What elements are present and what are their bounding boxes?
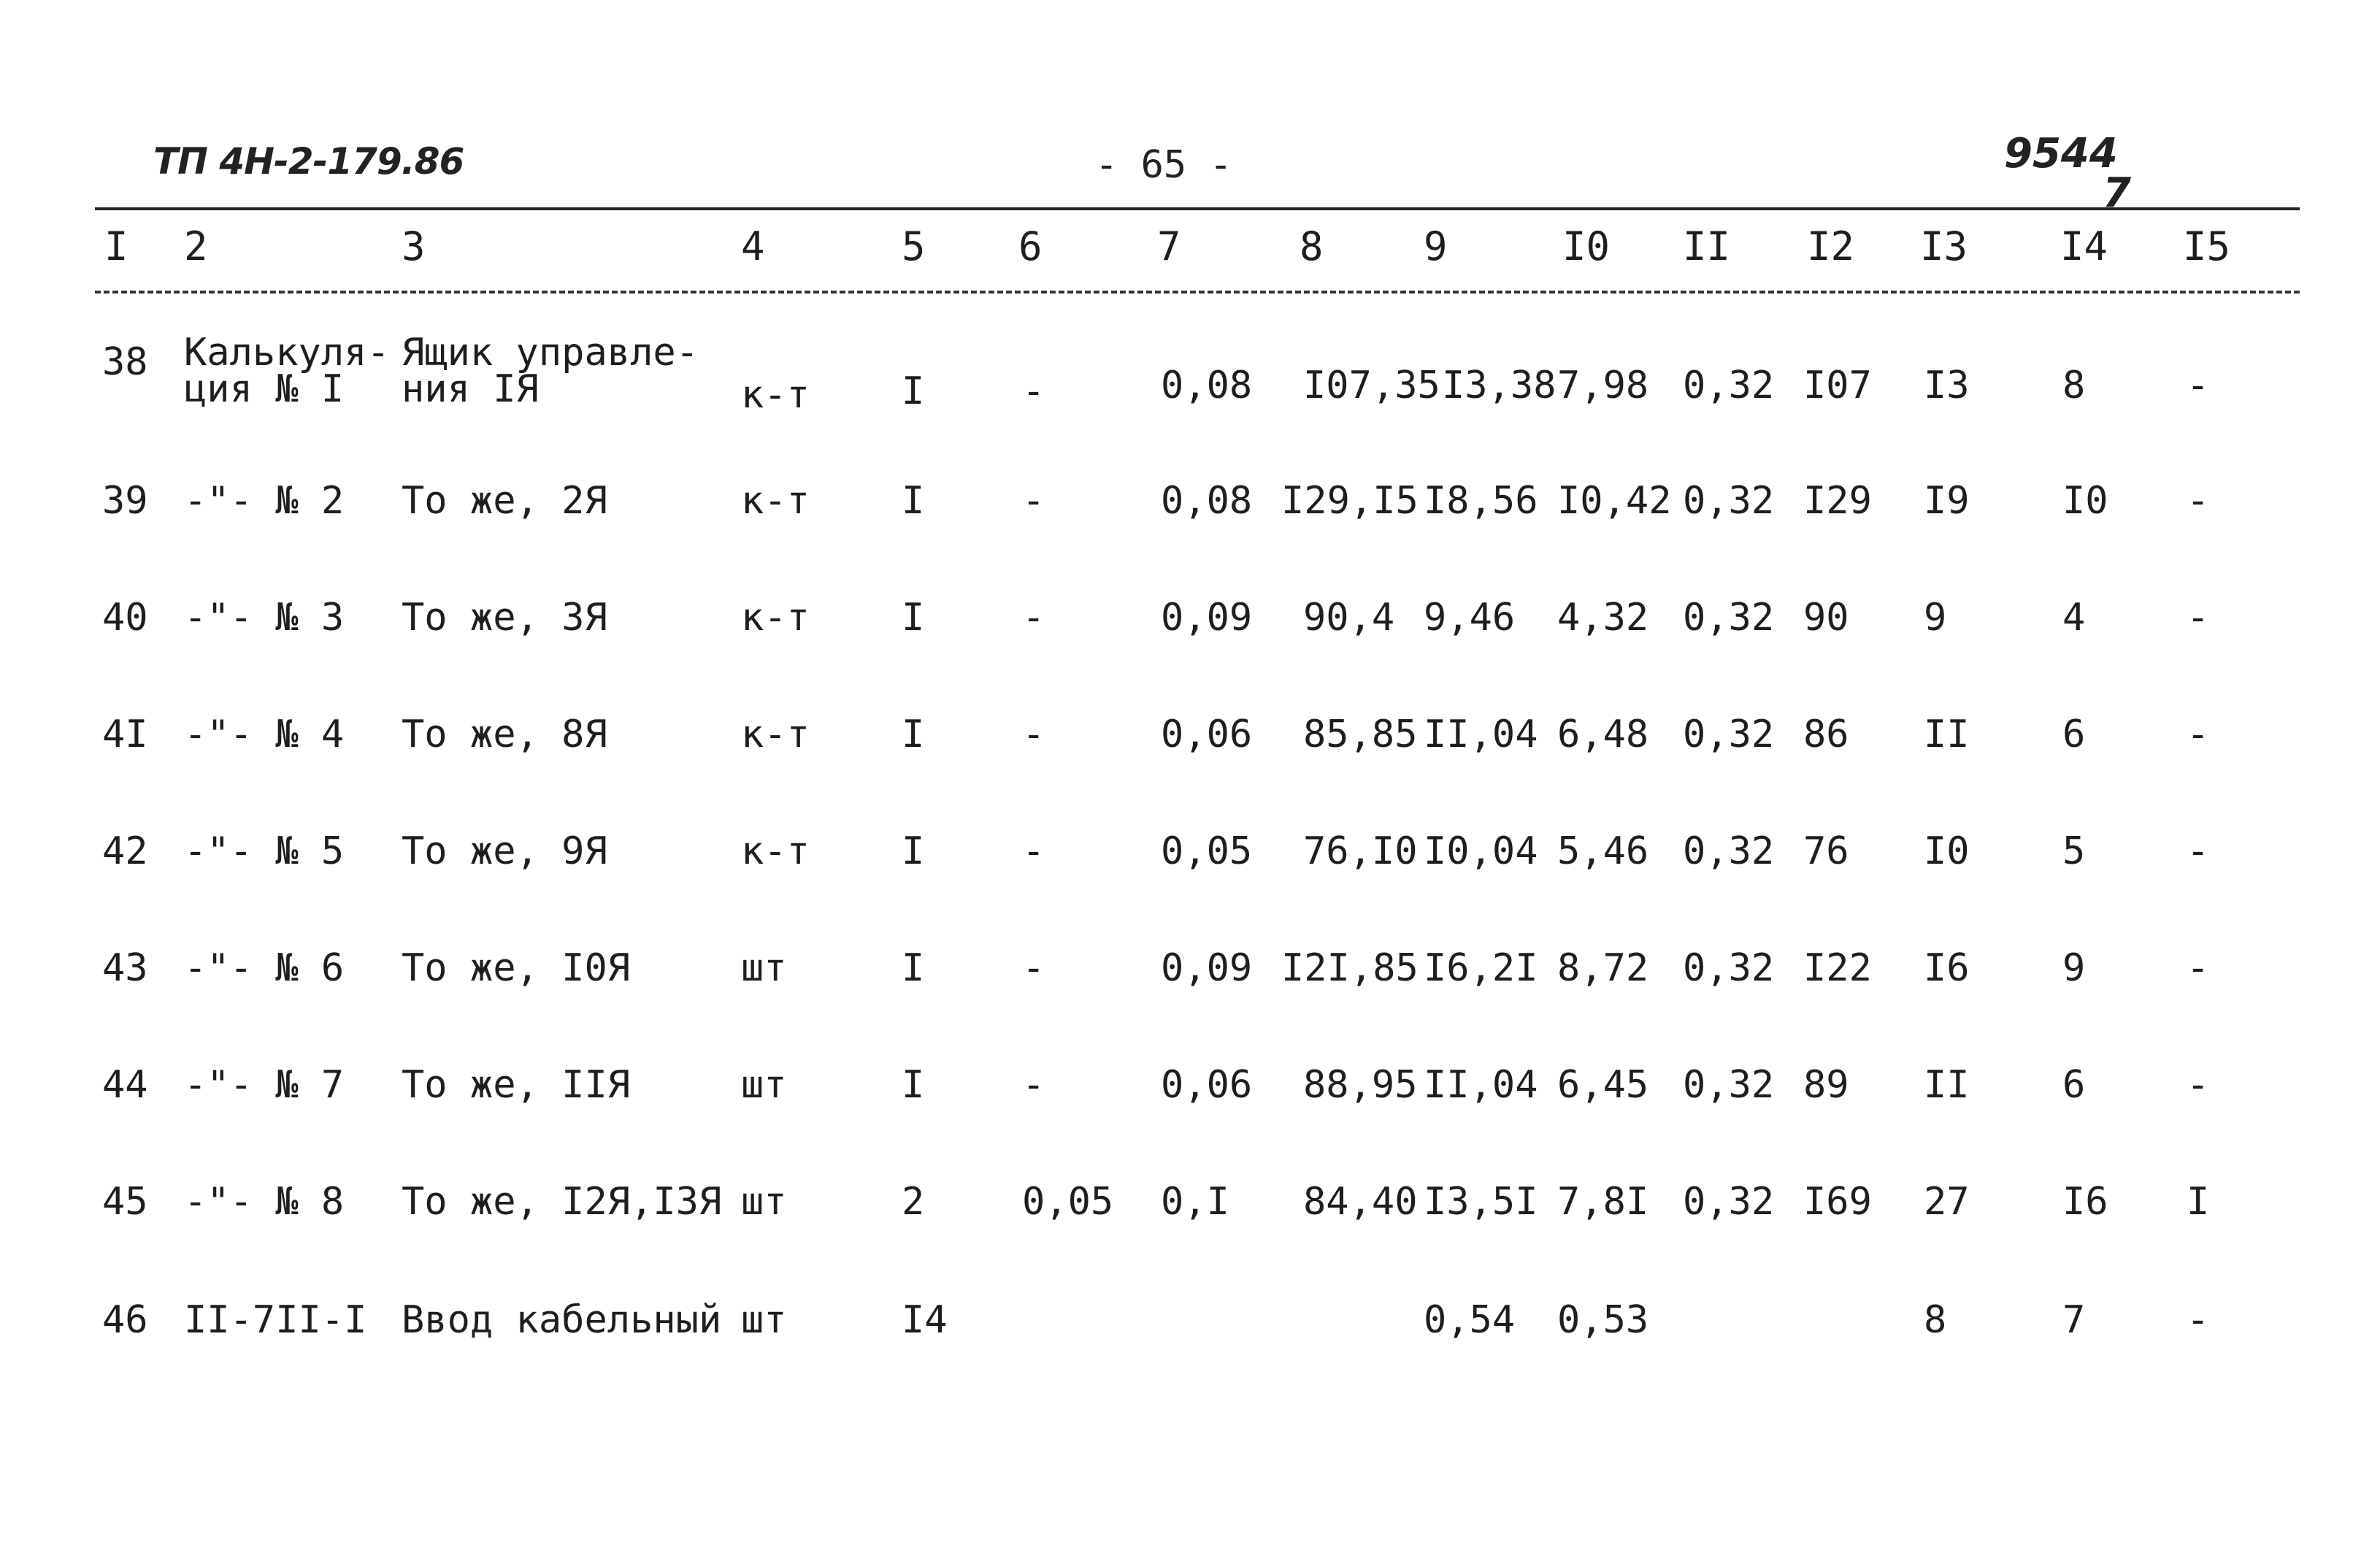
document-code: ТП 4Н-2-179.86	[153, 140, 464, 183]
col9-value: I8,56	[1424, 479, 1538, 523]
table-row	[0, 946, 2380, 1022]
col13-value: II	[1924, 1063, 1970, 1107]
column-header: 8	[1300, 223, 1324, 269]
column-header: 6	[1018, 223, 1043, 269]
col14-value: 9	[2062, 946, 2086, 990]
col12-value: 76	[1803, 829, 1849, 873]
col12-value: I69	[1803, 1180, 1872, 1224]
col12-value: I22	[1803, 946, 1872, 990]
column-header: 9	[1424, 223, 1448, 269]
col9-value: 0,54	[1424, 1298, 1516, 1342]
col10-value: 5,46	[1557, 829, 1649, 873]
column-header: I5	[2183, 223, 2231, 269]
reference-line-1: Калькуля-	[184, 331, 390, 375]
page-number: - 65 -	[1095, 143, 1232, 187]
row-number: 42	[102, 829, 148, 873]
quantity: I	[902, 369, 925, 413]
item-name: То же, 9Я	[402, 829, 607, 873]
unit: шт	[741, 1180, 787, 1224]
col7-value: 0,05	[1161, 829, 1253, 873]
unit: к-т	[741, 596, 810, 640]
col9-value: I3,5I	[1424, 1180, 1538, 1224]
item-name: То же, I0Я	[402, 946, 631, 990]
col8-value: 90,4	[1303, 596, 1395, 640]
table-row	[0, 331, 2380, 417]
col12-value: I07	[1803, 364, 1872, 407]
row-number: 44	[102, 1063, 148, 1107]
column-header: II	[1683, 223, 1731, 269]
unit: к-т	[741, 479, 810, 523]
col15-value: -	[2187, 829, 2210, 873]
col7-value: 0,06	[1161, 1063, 1253, 1107]
col6-value: -	[1022, 596, 1045, 640]
quantity: I	[902, 479, 925, 523]
col11-value: 0,32	[1683, 479, 1775, 523]
col10-value: I0,42	[1557, 479, 1672, 523]
quantity: I	[902, 946, 925, 990]
column-header: 7	[1157, 223, 1181, 269]
col13-value: I9	[1924, 479, 1970, 523]
col6-value: 0,05	[1022, 1180, 1114, 1224]
col12-value: 86	[1803, 713, 1849, 756]
table-row	[0, 1180, 2380, 1256]
col15-value: -	[2187, 479, 2210, 523]
col10-value: 7,98	[1557, 364, 1649, 407]
col11-value: 0,32	[1683, 1063, 1775, 1107]
col13-value: 8	[1924, 1298, 1947, 1342]
item-name: То же, IIЯ	[402, 1063, 631, 1107]
col9-value: I6,2I	[1424, 946, 1538, 990]
column-header: I3	[1920, 223, 1968, 269]
col6-value: -	[1022, 479, 1045, 523]
col14-value: 5	[2062, 829, 2086, 873]
col6-value: -	[1022, 713, 1045, 756]
row-number: 38	[102, 340, 148, 384]
col13-value: 27	[1924, 1180, 1970, 1224]
reference: -"- № 8	[184, 1180, 345, 1224]
col8-value: 88,95	[1303, 1063, 1418, 1107]
row-number: 45	[102, 1180, 148, 1224]
col8-value: 84,40	[1303, 1180, 1418, 1224]
col15-value: -	[2187, 1298, 2210, 1342]
col13-value: I3	[1924, 364, 1970, 407]
col7-value: 0,09	[1161, 946, 1253, 990]
archive-sheet: 7	[2103, 169, 2131, 217]
table-row	[0, 829, 2380, 905]
col12-value: I29	[1803, 479, 1872, 523]
col6-value: -	[1022, 829, 1045, 873]
reference: -"- № 2	[184, 479, 345, 523]
col8-value: 76,I0	[1303, 829, 1418, 873]
item-name: Ввод кабельный	[402, 1298, 722, 1342]
col13-value: II	[1924, 713, 1970, 756]
column-header: 4	[741, 223, 765, 269]
top-rule	[95, 207, 2300, 210]
col8-value: I2I,85	[1281, 946, 1419, 990]
quantity: 2	[902, 1180, 925, 1224]
table-row	[0, 1298, 2380, 1374]
col9-value: I3,38	[1442, 364, 1556, 407]
col12-value: 89	[1803, 1063, 1849, 1107]
quantity: I	[902, 596, 925, 640]
col13-value: I0	[1924, 829, 1970, 873]
column-header: 2	[184, 223, 208, 269]
col14-value: 6	[2062, 1063, 2086, 1107]
col9-value: 9,46	[1424, 596, 1516, 640]
table-row	[0, 479, 2380, 555]
col7-value: 0,06	[1161, 713, 1253, 756]
reference: -"- № 5	[184, 829, 345, 873]
col14-value: 8	[2062, 364, 2086, 407]
table-row	[0, 596, 2380, 672]
quantity: I4	[902, 1298, 948, 1342]
col10-value: 6,48	[1557, 713, 1649, 756]
col13-value: I6	[1924, 946, 1970, 990]
reference: -"- № 6	[184, 946, 345, 990]
col10-value: 7,8I	[1557, 1180, 1649, 1224]
col15-value: -	[2187, 713, 2210, 756]
col9-value: I0,04	[1424, 829, 1538, 873]
col7-value: 0,08	[1161, 479, 1253, 523]
col13-value: 9	[1924, 596, 1947, 640]
column-header: I0	[1562, 223, 1611, 269]
column-header: 3	[402, 223, 426, 269]
item-name: То же, 3Я	[402, 596, 607, 640]
col10-value: 6,45	[1557, 1063, 1649, 1107]
col10-value: 0,53	[1557, 1298, 1649, 1342]
unit: шт	[741, 1298, 787, 1342]
col14-value: I0	[2062, 479, 2108, 523]
col11-value: 0,32	[1683, 713, 1775, 756]
column-header: 5	[902, 223, 926, 269]
unit: к-т	[741, 829, 810, 873]
col8-value: I29,I5	[1281, 479, 1419, 523]
quantity: I	[902, 713, 925, 756]
reference: -"- № 7	[184, 1063, 345, 1107]
reference: -"- № 4	[184, 713, 345, 756]
column-header: I	[104, 223, 128, 269]
row-number: 4I	[102, 713, 148, 756]
column-header: I4	[2060, 223, 2108, 269]
unit: к-т	[741, 373, 810, 417]
col12-value: 90	[1803, 596, 1849, 640]
col6-value: -	[1022, 946, 1045, 990]
reference-line-2: ция № I	[184, 367, 345, 411]
item-name: То же, I2Я,I3Я	[402, 1180, 722, 1224]
col15-value: -	[2187, 1063, 2210, 1107]
col14-value: 7	[2062, 1298, 2086, 1342]
col14-value: 4	[2062, 596, 2086, 640]
reference: -"- № 3	[184, 596, 345, 640]
table-row	[0, 713, 2380, 789]
row-number: 46	[102, 1298, 148, 1342]
col10-value: 4,32	[1557, 596, 1649, 640]
row-number: 40	[102, 596, 148, 640]
col6-value: -	[1022, 1063, 1045, 1107]
col15-value: -	[2187, 596, 2210, 640]
col9-value: II,04	[1424, 713, 1538, 756]
col6-value: -	[1022, 369, 1045, 413]
quantity: I	[902, 829, 925, 873]
col14-value: I6	[2062, 1180, 2108, 1224]
item-name-line-1: Ящик управле-	[402, 331, 699, 375]
col8-value: I07,35	[1303, 364, 1440, 407]
reference: II-7II-I	[184, 1298, 367, 1342]
unit: к-т	[741, 713, 810, 756]
col11-value: 0,32	[1683, 364, 1775, 407]
table-row	[0, 1063, 2380, 1139]
archive-number: 9544	[2004, 130, 2118, 177]
item-name: То же, 8Я	[402, 713, 607, 756]
col11-value: 0,32	[1683, 946, 1775, 990]
col8-value: 85,85	[1303, 713, 1418, 756]
col7-value: 0,I	[1161, 1180, 1229, 1224]
row-number: 43	[102, 946, 148, 990]
row-number: 39	[102, 479, 148, 523]
item-name-line-2: ния IЯ	[402, 367, 539, 411]
column-header: I2	[1807, 223, 1855, 269]
col11-value: 0,32	[1683, 1180, 1775, 1224]
col15-value: I	[2187, 1180, 2210, 1224]
col9-value: II,04	[1424, 1063, 1538, 1107]
col11-value: 0,32	[1683, 596, 1775, 640]
unit: шт	[741, 946, 787, 990]
col14-value: 6	[2062, 713, 2086, 756]
col15-value: -	[2187, 946, 2210, 990]
col11-value: 0,32	[1683, 829, 1775, 873]
col7-value: 0,08	[1161, 364, 1253, 407]
col15-value: -	[2187, 364, 2210, 407]
quantity: I	[902, 1063, 925, 1107]
header-rule	[95, 291, 2300, 294]
col10-value: 8,72	[1557, 946, 1649, 990]
col7-value: 0,09	[1161, 596, 1253, 640]
item-name: То же, 2Я	[402, 479, 607, 523]
unit: шт	[741, 1063, 787, 1107]
